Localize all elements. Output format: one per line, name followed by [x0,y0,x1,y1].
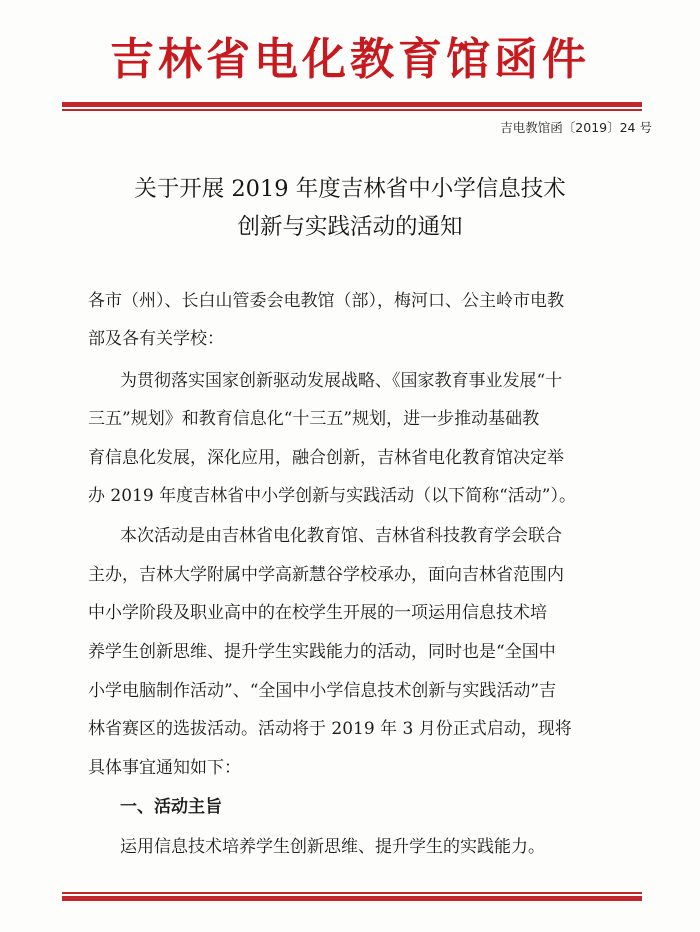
paragraph2-line-3: 中小学阶段及职业高中的在校学生开展的一项运用信息技术培 [88,603,547,623]
paragraph1-line-4: 办 2019 年度吉林省中小学创新与实践活动（以下简称“活动”）。 [88,486,576,506]
paragraph2-line-2: 主办，吉林大学附属中学高新慧谷学校承办，面向吉林省范围内 [88,565,564,585]
paragraph2-line-6: 林省赛区的选拔活动。活动将于 2019 年 3 月份正式启动，现将 [88,719,572,739]
paragraph1-line-3: 育信息化发展，深化应用，融合创新，吉林省电化教育馆决定举 [88,448,564,468]
section1-heading: 一、活动主旨 [120,797,222,817]
section1-text: 运用信息技术培养学生创新思维、提升学生的实践能力。 [120,837,545,857]
addressee-line-1: 各市（州）、长白山管委会电教馆（部），梅河口、公主岭市电教 [88,291,564,311]
footer-divider [62,892,642,901]
paragraph2-line-1: 本次活动是由吉林省电化教育馆、吉林省科技教育学会联合 [120,526,562,546]
letterhead-divider [62,102,642,111]
addressee-line-2: 部及各有关学校： [88,329,224,349]
paragraph1-line-1: 为贯彻落实国家创新驱动发展战略、《国家教育事业发展“十 [120,371,563,391]
document-title-line-1: 关于开展 2019 年度吉林省中小学信息技术 [134,176,566,202]
paragraph2-line-7: 具体事宜通知如下： [88,758,241,778]
paragraph2-line-4: 养学生创新思维、提升学生实践能力的活动，同时也是“全国中 [88,642,556,662]
paragraph1-line-2: 三五”规划》和教育信息化“十三五”规划，进一步推动基础教 [88,409,540,429]
document-number: 吉电教馆函〔2019〕24 号 [500,120,652,135]
paragraph2-line-5: 小学电脑制作活动”、“全国中小学信息技术创新与实践活动”吉 [88,681,557,701]
document-title-line-2: 创新与实践活动的通知 [237,214,463,240]
letterhead-title: 吉林省电化教育馆函件 [110,34,590,85]
